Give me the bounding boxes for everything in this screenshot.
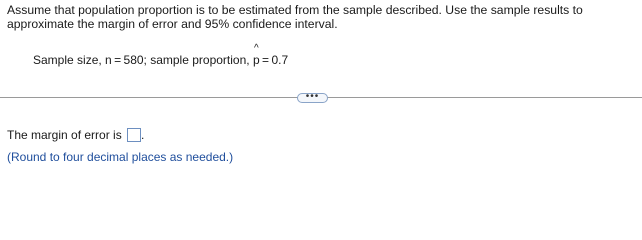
more-options-button[interactable]: ••• — [297, 93, 328, 103]
hat-mark: ^ — [253, 43, 259, 54]
answer-line — [7, 128, 144, 142]
sample-suffix: = 0.7 — [259, 53, 289, 67]
question-text: Assume that population proportion is to be estimated from the sample described. Use the sample results to approximate the margin of error and 95% confidence interval. — [7, 3, 583, 31]
margin-of-error-input[interactable] — [127, 128, 141, 142]
rounding-instruction: (Round to four decimal places as needed.) — [7, 150, 234, 164]
sample-description — [33, 43, 289, 67]
answer-period: . — [141, 128, 145, 142]
p-hat-symbol — [252, 43, 260, 67]
p-letter: p — [252, 53, 260, 67]
sample-prefix: Sample size, n = 580; sample proportion, — [33, 53, 253, 67]
answer-prompt: The margin of error is — [7, 128, 122, 142]
